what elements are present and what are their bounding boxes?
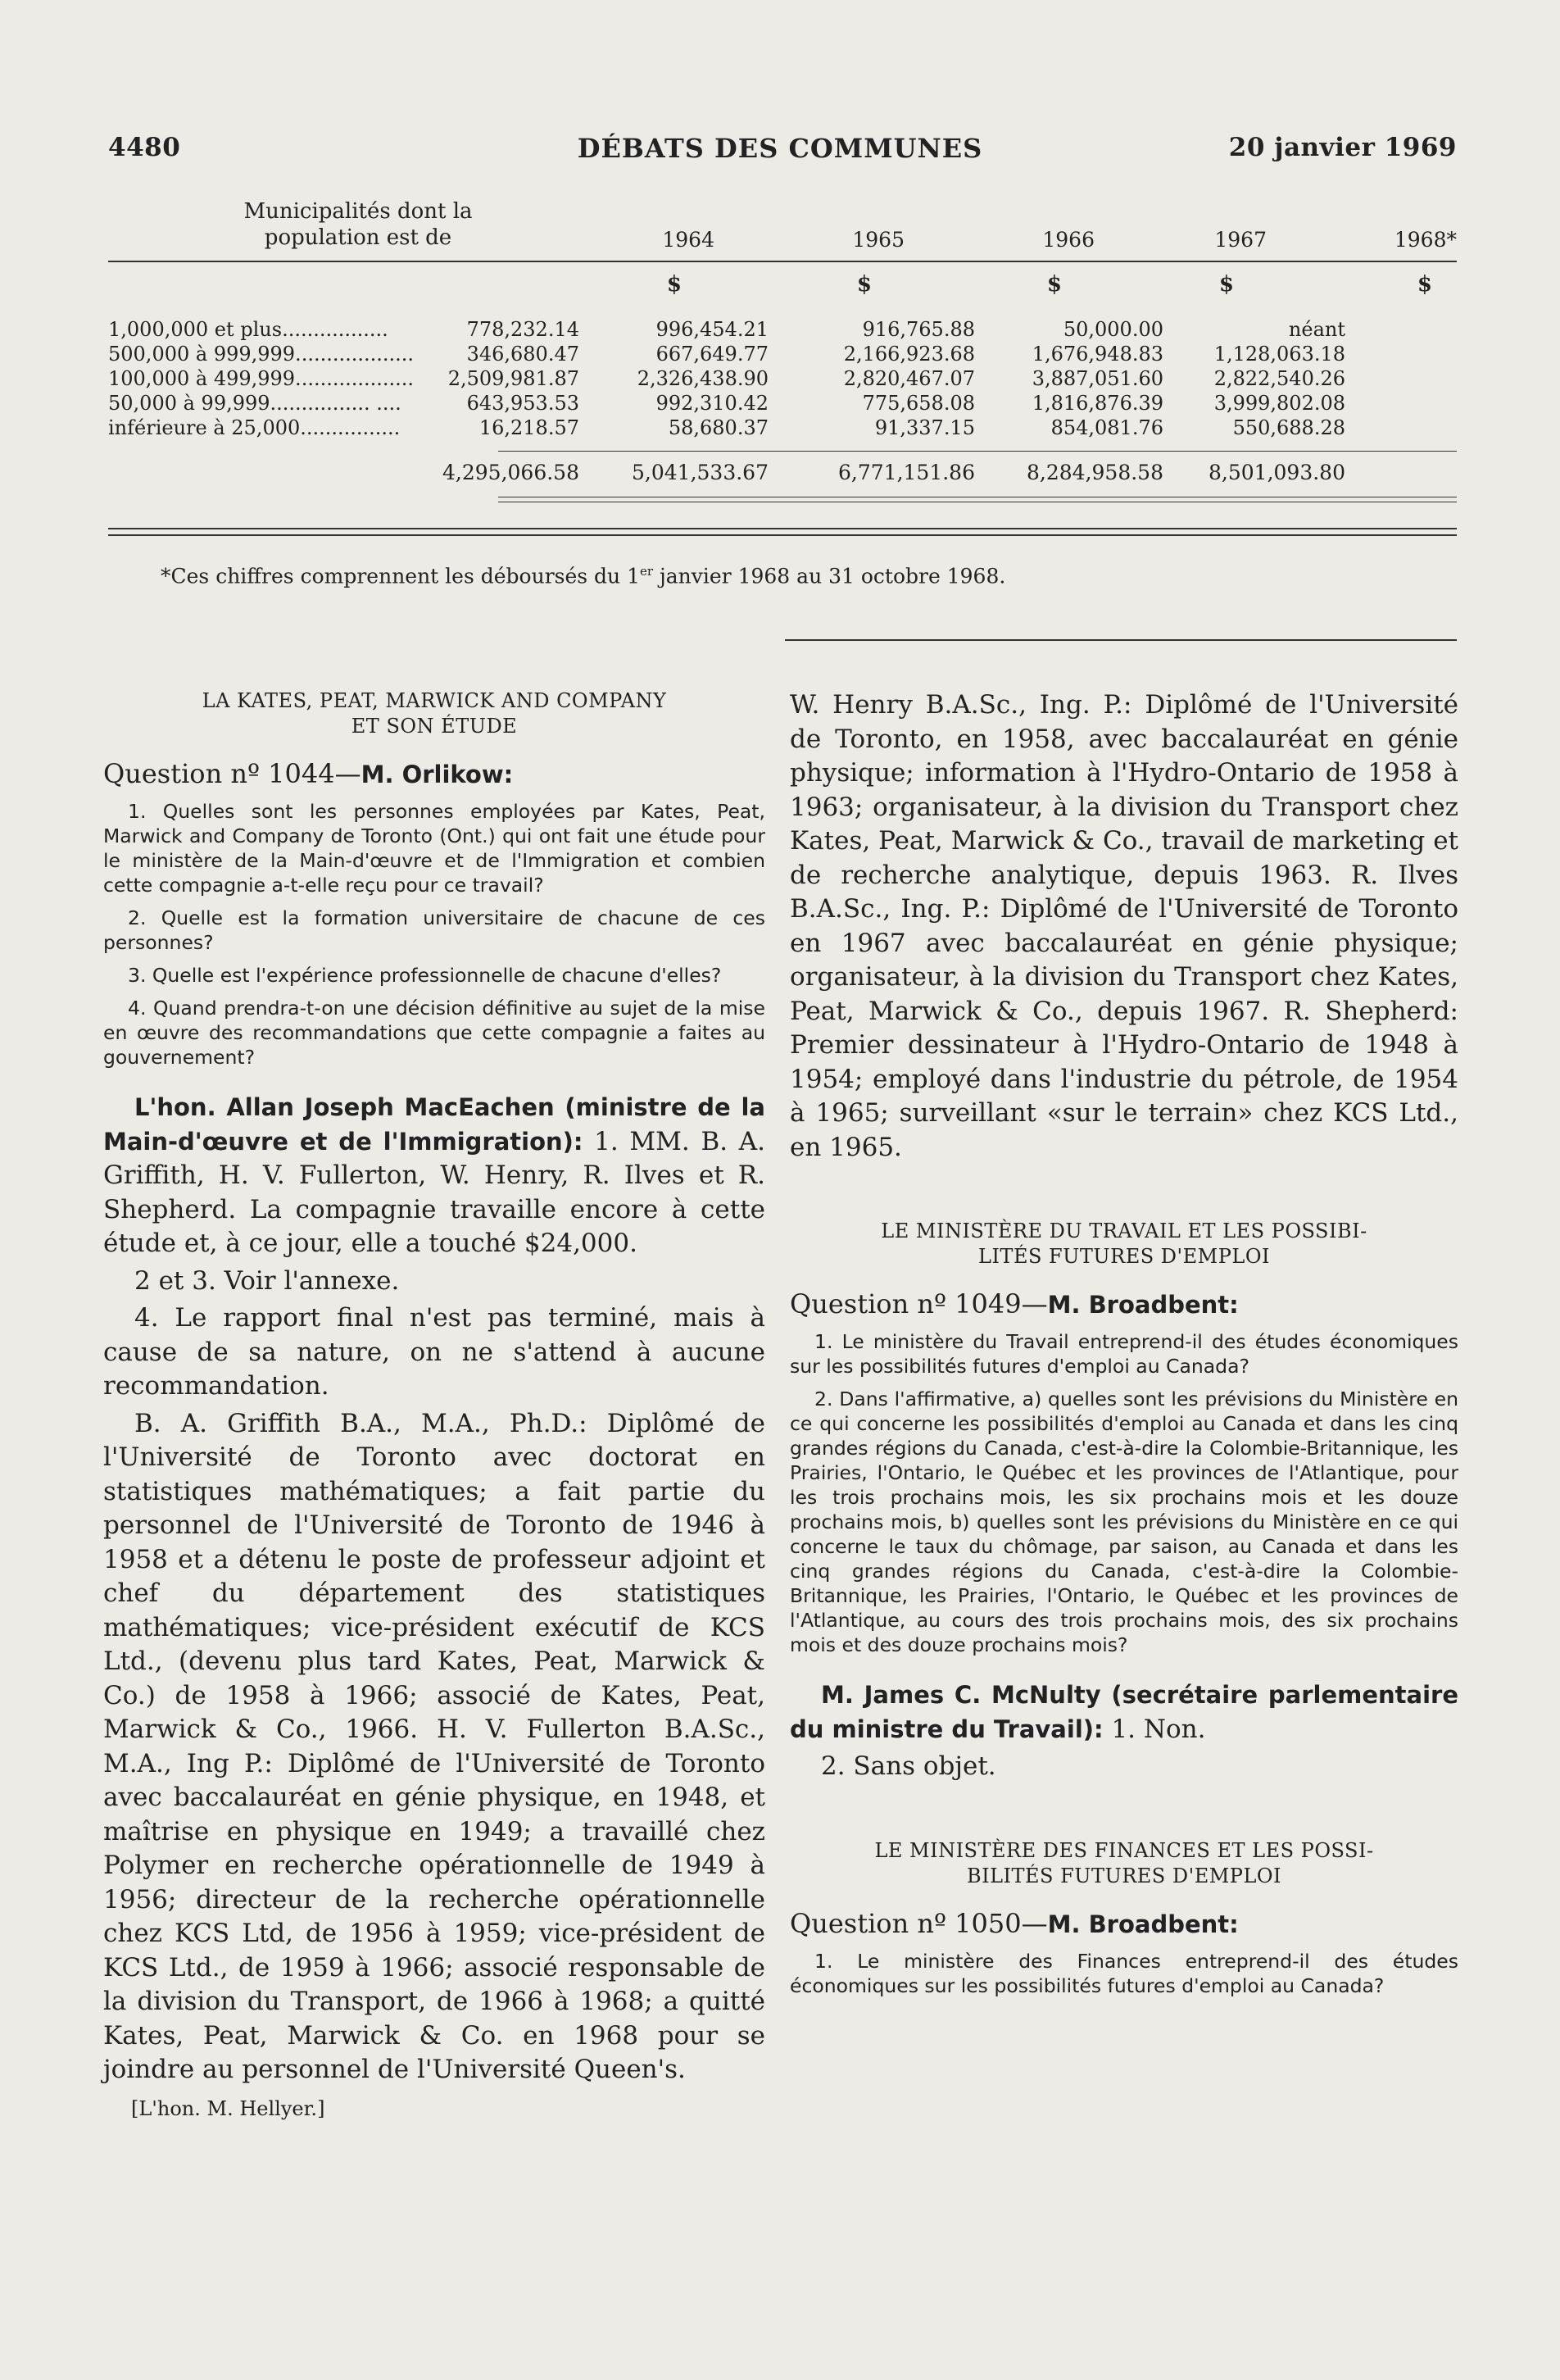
section-heading-line: LE MINISTÈRE DES FINANCES ET LES POSSI- — [874, 1838, 1374, 1862]
currency-symbol: $ — [1218, 272, 1234, 297]
cell-value: 91,337.15 — [874, 416, 975, 439]
year-header: 1965 — [852, 228, 905, 252]
total-value: 8,284,958.58 — [1027, 461, 1163, 484]
question-number: Question nº 1049— — [790, 1288, 1048, 1319]
answer-paragraph — [790, 1678, 1458, 1746]
currency-symbol: $ — [666, 272, 682, 297]
question-author: M. Broadbent: — [1047, 1910, 1239, 1938]
row-label: inférieure à 25,000................ — [108, 416, 401, 439]
cell-value: 3,887,051.60 — [1032, 367, 1163, 390]
cell-value: 996,454.21 — [655, 318, 769, 341]
cell-value: 1,816,876.39 — [1032, 392, 1163, 415]
column-separator-rule — [785, 639, 1457, 641]
question-item: 2. Dans l'affirmative, a) quelles sont les prévisions du Ministère en ce qui concerne les possibilités d'emploi au Canada et dans les cinq grandes régions du Canada, c'est-à-dire la Colombie-Britannique, les Prairies, l'Ontario, le Québec et les provinces de l'Atlantique, pour les trois prochains mois, les six prochains mois et les douze prochains mois, b) quelles sont les prévisions du Ministère en ce qui concerne le taux du chômage, par saison, au Canada et dans les cinq grandes régions du Canada, c'est-à-dire la Colombie-Britannique, les Prairies, l'Ontario, le Québec et les provinces de l'Atlantique, au cours des trois prochains mois, des six prochains mois et des douze prochains mois? — [790, 1388, 1458, 1656]
table-label-line: Municipalités dont la — [243, 199, 473, 224]
right-column — [790, 688, 1458, 2006]
total-value: 4,295,066.58 — [442, 461, 579, 484]
answer-text: 1. MM. B. A. Griffith, H. V. Fullerton, W. Henry, R. Ilves et R. Shepherd. La compagnie travaille encore à cette étude et, à ce jour, elle a touché $24,000. — [103, 1126, 765, 1258]
table-row — [108, 318, 1457, 343]
total-value: 6,771,151.86 — [838, 461, 975, 484]
year-header: 1964 — [662, 228, 714, 252]
cell-value: 58,680.37 — [668, 416, 769, 439]
table-row — [108, 416, 1457, 441]
row-label: 100,000 à 499,999................... — [108, 367, 415, 390]
subtotal-rule — [498, 451, 1457, 452]
row-label: 1,000,000 et plus................. — [108, 318, 388, 341]
cell-value: 50,000.00 — [1063, 318, 1163, 341]
question-line — [103, 757, 765, 791]
answer-paragraph: 2. Sans objet. — [821, 1751, 996, 1781]
section-heading — [103, 688, 765, 739]
currency-symbol: $ — [1417, 272, 1432, 297]
section-heading — [790, 1838, 1458, 1889]
cell-value: 778,232.14 — [466, 318, 579, 341]
question-author: M. Broadbent: — [1047, 1291, 1239, 1319]
cell-value: 2,820,467.07 — [843, 367, 975, 390]
page-number: 4480 — [108, 133, 181, 162]
table-row — [108, 392, 1457, 416]
answer-paragraph — [103, 1091, 765, 1261]
footnote-text: *Ces chiffres comprennent les déboursés du 1 — [161, 564, 641, 588]
cell-value: 346,680.47 — [466, 343, 579, 366]
cell-value: 550,688.28 — [1232, 416, 1345, 439]
section-heading-line: LITÉS FUTURES D'EMPLOI — [978, 1245, 1270, 1268]
year-header: 1967 — [1214, 228, 1267, 252]
cell-value: 2,822,540.26 — [1213, 367, 1345, 390]
question-item: 1. Quelles sont les personnes employées par Kates, Peat, Marwick and Company de Toronto (Ont.) qui ont fait une étude pour le ministère de la Main-d'œuvre et de l'Immigration et combien cette compagnie a-t-elle reçu pour ce travail? — [103, 800, 765, 897]
cell-value: 775,658.08 — [862, 392, 975, 415]
cell-value: 643,953.53 — [466, 392, 579, 415]
cell-value: 992,310.42 — [655, 392, 769, 415]
table-footnote — [161, 564, 1005, 588]
table-bottom-rule — [108, 534, 1457, 536]
question-author: M. Orlikow: — [361, 761, 514, 788]
section-heading-line: ET SON ÉTUDE — [351, 715, 518, 738]
currency-symbol: $ — [1046, 272, 1062, 297]
row-label: 500,000 à 999,999................... — [108, 343, 415, 366]
biography-continued: W. Henry B.A.Sc., Ing. P.: Diplômé de l'Université de Toronto, en 1958, avec baccalauréat en génie physique; information à l'Hydro-Ontario de 1958 à 1963; organisateur, à la division du Transport chez Kates, Peat, Marwick & Co., travail de marketing et de recherche analytique, depuis 1963. R. Ilves B.A.Sc., Ing. P.: Diplômé de l'Université de Toronto en 1967 avec baccalauréat en génie physique; organisateur, à la division du Transport chez Kates, Peat, Marwick & Co., depuis 1967. R. Shepherd: Premier dessinateur à l'Hydro-Ontario de 1948 à 1954; employé dans l'industrie du pétrole, de 1954 à 1965; surveillant «sur le terrain» chez KCS Ltd., en 1965. — [790, 690, 1458, 1162]
page-title: DÉBATS DES COMMUNES — [577, 133, 983, 164]
cell-value: 2,509,981.87 — [447, 367, 579, 390]
totals-row — [108, 461, 1457, 485]
answer-text: 1. Non. — [1103, 1714, 1206, 1744]
cell-value: néant — [1288, 318, 1345, 341]
page-date: 20 janvier 1969 — [1228, 133, 1457, 162]
section-heading-line: LE MINISTÈRE DU TRAVAIL ET LES POSSIBI- — [881, 1220, 1367, 1242]
cell-value: 854,081.76 — [1050, 416, 1163, 439]
year-header: 1968* — [1394, 228, 1457, 252]
table-row — [108, 343, 1457, 367]
question-item: 4. Quand prendra-t-on une décision définitive au sujet de la mise en œuvre des recommandations que cette compagnie a faites au gouvernement? — [103, 997, 765, 1069]
left-column — [103, 688, 765, 2120]
cell-value: 1,676,948.83 — [1032, 343, 1163, 366]
table-label-line: population est de — [264, 225, 452, 250]
cell-value: 916,765.88 — [862, 318, 975, 341]
currency-symbol: $ — [856, 272, 872, 297]
table-bottom-rule — [108, 528, 1457, 529]
total-value: 8,501,093.80 — [1209, 461, 1345, 484]
question-item: 1. Le ministère du Travail entreprend-il des études économiques sur les possibilités futures d'emploi au Canada? — [790, 1330, 1458, 1378]
answer-paragraph: 2 et 3. Voir l'annexe. — [134, 1265, 400, 1296]
cell-value: 3,999,802.08 — [1213, 392, 1345, 415]
footnote-text-end: janvier 1968 au 31 octobre 1968. — [653, 564, 1006, 588]
footnote-sup: er — [640, 564, 654, 579]
table-column-label — [182, 198, 534, 251]
cell-value: 2,326,438.90 — [637, 367, 769, 390]
section-heading — [790, 1219, 1458, 1269]
section-heading-line: LA KATES, PEAT, MARWICK AND COMPANY — [202, 689, 667, 712]
question-number: Question nº 1050— — [790, 1907, 1048, 1939]
speaker-reference: [L'hon. M. Hellyer.] — [131, 2096, 325, 2120]
cell-value: 2,166,923.68 — [843, 343, 975, 366]
answer-speaker: M. James C. McNulty (secrétaire parlementaire du ministre du Travail): — [790, 1681, 1458, 1743]
question-item: 1. Le ministère des Finances entreprend-il des études économiques sur les possibilités futures d'emploi au Canada? — [790, 1949, 1458, 1997]
answer-paragraph: 4. Le rapport final n'est pas terminé, mais à cause de sa nature, on ne s'attend à aucune recommandation. — [103, 1303, 765, 1401]
cell-value: 16,218.57 — [478, 416, 579, 439]
biography-paragraph: B. A. Griffith B.A., M.A., Ph.D.: Diplômé de l'Université de Toronto avec doctorat en statistiques mathématiques; a fait partie du personnel de l'Université de Toronto de 1946 à 1958 et a détenu le poste de professeur adjoint et chef du département des statistiques mathématiques; vice-président exécutif de KCS Ltd., (devenu plus tard Kates, Peat, Marwick & Co.) de 1958 à 1966; associé de Kates, Peat, Marwick & Co., 1966. H. V. Fullerton B.A.Sc., M.A., Ing P.: Diplômé de l'Université de Toronto avec baccalauréat en génie physique, en 1948, et maîtrise en physique en 1949; a travaillé chez Polymer en recherche opérationnelle de 1949 à 1956; directeur de la recherche opérationnelle chez KCS Ltd, de 1956 à 1959; vice-président de KCS Ltd., de 1959 à 1966; associé responsable de la division du Transport, de 1966 à 1968; a quitté Kates, Peat, Marwick & Co. en 1968 pour se joindre au personnel de l'Université Queen's. — [103, 1408, 765, 2084]
question-line — [790, 1288, 1458, 1321]
section-heading-line: BILITÉS FUTURES D'EMPLOI — [966, 1864, 1282, 1887]
question-line — [790, 1907, 1458, 1941]
total-value: 5,041,533.67 — [632, 461, 769, 484]
cell-value: 1,128,063.18 — [1213, 343, 1345, 366]
table-row — [108, 367, 1457, 392]
answer-speaker: L'hon. Allan Joseph MacEachen (ministre de la Main-d'œuvre et de l'Immigration): — [103, 1093, 765, 1156]
cell-value: 667,649.77 — [655, 343, 769, 366]
table-rule — [108, 261, 1457, 262]
question-item: 3. Quelle est l'expérience professionnelle de chacune d'elles? — [128, 964, 722, 987]
row-label: 50,000 à 99,999................ .... — [108, 392, 401, 415]
year-header: 1966 — [1042, 228, 1095, 252]
question-number: Question nº 1044— — [103, 758, 361, 789]
question-item: 2. Quelle est la formation universitaire de chacune de ces personnes? — [103, 906, 765, 954]
